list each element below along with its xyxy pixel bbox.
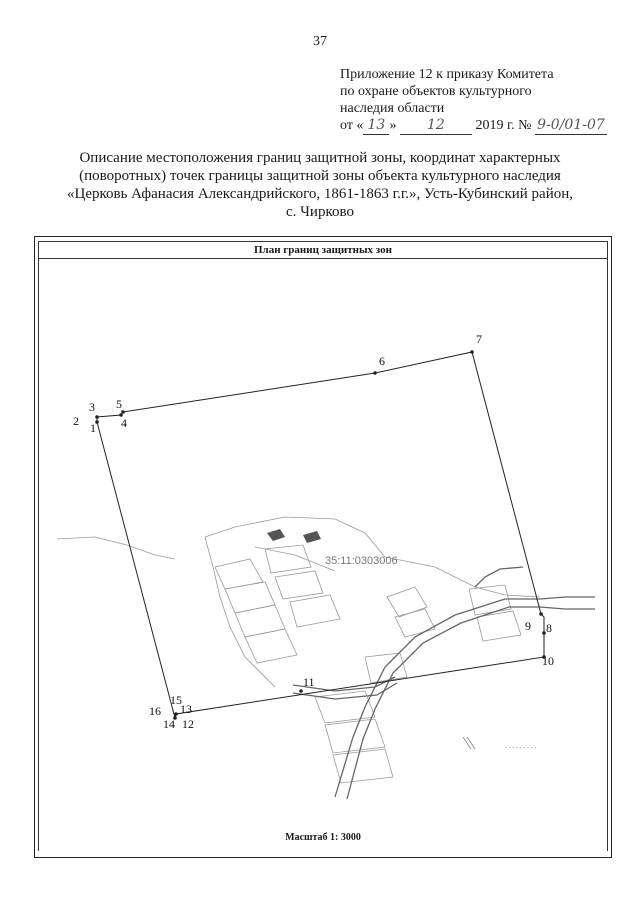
- date-sep: »: [389, 118, 397, 133]
- date-day: 13: [363, 117, 389, 135]
- cadastral-number: 35:11:0303006: [325, 555, 398, 567]
- appendix-line-2: по охране объектов культурного: [340, 84, 532, 99]
- point-label-2: 2: [73, 414, 79, 428]
- appendix-header: [340, 66, 625, 135]
- plan-frame: [34, 236, 612, 858]
- date-month: 12: [400, 117, 472, 135]
- point-label-3: 3: [89, 400, 95, 414]
- boundary-map: [35, 237, 611, 857]
- date-year: 2019 г. №: [475, 118, 532, 133]
- plan-scale: Масштаб 1: 3000: [285, 832, 361, 843]
- point-label-10: 10: [542, 654, 554, 668]
- point-label-9: 9: [525, 619, 531, 633]
- appendix-line-3: наследия области: [340, 101, 445, 116]
- point-label-12: 12: [182, 717, 194, 731]
- point-label-7: 7: [476, 332, 482, 346]
- description-line-4: с. Чирково: [286, 204, 354, 220]
- point-label-13: 13: [180, 702, 192, 716]
- appendix-line-1: Приложение 12 к приказу Комитета: [340, 67, 554, 82]
- svg-text:- - - - - - - - -: - - - - - - - - -: [505, 745, 537, 751]
- point-label-14: 14: [163, 717, 175, 731]
- plan-title: План границ защитных зон: [253, 244, 392, 256]
- point-label-1: 1: [90, 421, 96, 435]
- date-prefix: от «: [340, 118, 364, 133]
- description-line-2: (поворотных) точек границы защитной зоны объекта культурного наследия: [79, 168, 561, 184]
- point-label-8: 8: [546, 621, 552, 635]
- description-block: [30, 149, 610, 221]
- page-number: 37: [313, 34, 327, 49]
- date-number: 9-0/01-07: [535, 117, 607, 135]
- description-line-1: Описание местоположения границ защитной зоны, координат характерных: [79, 150, 561, 166]
- point-label-16: 16: [149, 704, 161, 718]
- point-label-11: 11: [303, 675, 315, 689]
- appendix-date-line: [340, 117, 625, 135]
- point-label-15: 15: [170, 693, 182, 707]
- description-line-3: «Церковь Афанасия Александрийского, 1861-1863 г.г.», Усть-Кубинский район,: [66, 186, 574, 202]
- point-label-4: 4: [121, 416, 127, 430]
- point-label-6: 6: [379, 354, 385, 368]
- point-label-5: 5: [116, 397, 122, 411]
